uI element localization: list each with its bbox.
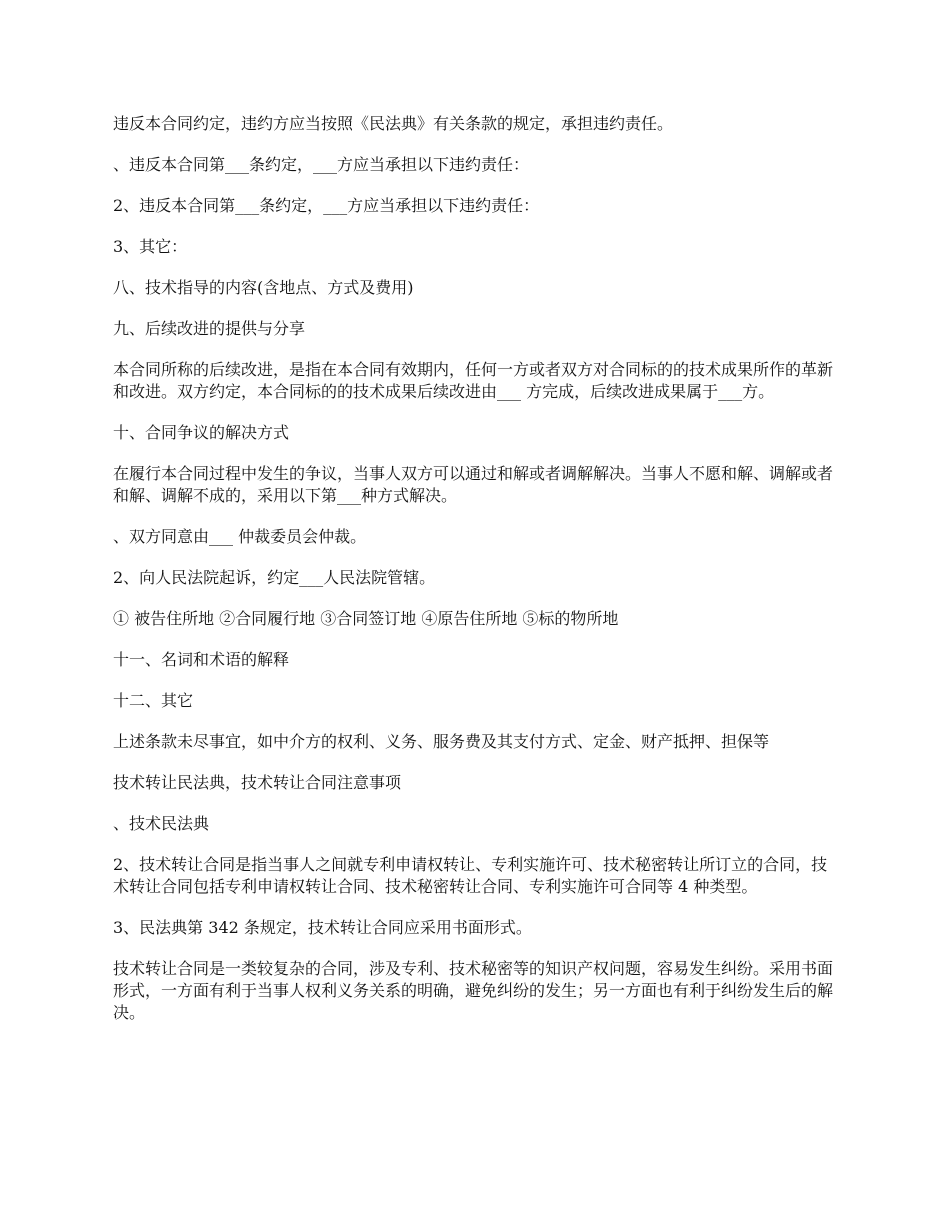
- heading-section-8: 八、技术指导的内容(含地点、方式及费用): [113, 278, 414, 297]
- paragraph-tech-civil-code: 、技术民法典: [113, 814, 210, 833]
- heading-section-9: 九、后续改进的提供与分享: [113, 319, 306, 338]
- paragraph-arbitration: 、双方同意由___ 仲裁委员会仲裁。: [113, 527, 367, 546]
- paragraph-written-form: 3、民法典第 342 条规定，技术转让合同应采用书面形式。: [113, 918, 532, 937]
- heading-section-11: 十一、名词和术语的解释: [113, 650, 290, 669]
- paragraph-breach-item-2: 2、违反本合同第___条约定，___方应当承担以下违约责任：: [113, 196, 540, 215]
- paragraph-improvements: 本合同所称的后续改进，是指在本合同有效期内，任何一方或者双方对合同标的的技术成果所作的革新和改进。双方约定，本合同标的的技术成果后续改进由___ 方完成，后续改进成果属于___方。: [113, 360, 834, 401]
- paragraph-breach-general: 违反本合同约定，违约方应当按照《民法典》有关条款的规定，承担违约责任。: [113, 114, 674, 133]
- paragraph-jurisdiction-options: ① 被告住所地 ②合同履行地 ③合同签订地 ④原告住所地 ⑤标的物所地: [113, 609, 619, 628]
- paragraph-dispute-resolution: 在履行本合同过程中发生的争议，当事人双方可以通过和解或者调解解决。当事人不愿和解、调解或者和解、调解不成的，采用以下第___种方式解决。: [113, 464, 834, 505]
- document-body: [113, 113, 841, 1043]
- paragraph-other-matters: 上述条款未尽事宜，如中介方的权利、义务、服务费及其支付方式、定金、财产抵押、担保等: [113, 732, 770, 751]
- paragraph-written-form-reason: 技术转让合同是一类较复杂的合同，涉及专利、技术秘密等的知识产权问题，容易发生纠纷。采用书面形式，一方面有利于当事人权利义务关系的明确，避免纠纷的发生；另一方面也有利于纠纷发生后的解决。: [113, 959, 834, 1022]
- heading-section-12: 十二、其它: [113, 691, 194, 710]
- paragraph-breach-item-3: 3、其它：: [113, 237, 188, 256]
- heading-section-10: 十、合同争议的解决方式: [113, 423, 290, 442]
- paragraph-transfer-definition: 2、技术转让合同是指当事人之间就专利申请权转让、专利实施许可、技术秘密转让所订立的合同，技术转让合同包括专利申请权转让合同、技术秘密转让合同、专利实施许可合同等 4 种类型。: [113, 855, 828, 896]
- heading-transfer-notes: 技术转让民法典，技术转让合同注意事项: [113, 773, 402, 792]
- paragraph-breach-item-1: 、违反本合同第___条约定，___方应当承担以下违约责任：: [113, 155, 530, 174]
- paragraph-litigation: 2、向人民法院起诉，约定___人民法院管辖。: [113, 568, 436, 587]
